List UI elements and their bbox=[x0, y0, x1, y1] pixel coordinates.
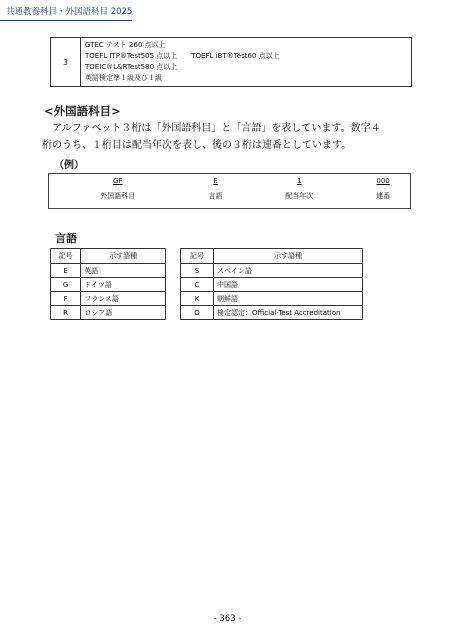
example-code: E bbox=[213, 176, 218, 185]
table-row bbox=[181, 264, 363, 278]
language-code: O bbox=[181, 306, 214, 320]
qualification-line: TOEIC®L&RTest580 点以上 bbox=[85, 63, 178, 71]
language-code: G bbox=[51, 278, 81, 292]
column-header-code: 記号 bbox=[181, 249, 214, 264]
header-underline bbox=[0, 20, 132, 21]
table-row bbox=[51, 278, 166, 292]
language-name: 英語 bbox=[81, 264, 166, 278]
table-row bbox=[51, 264, 166, 278]
example-table bbox=[48, 173, 411, 203]
page-number: - 363 - bbox=[213, 614, 242, 624]
example-label: 言語 bbox=[208, 191, 223, 200]
table-row bbox=[51, 306, 166, 320]
table-row bbox=[51, 38, 412, 87]
table-row bbox=[51, 292, 166, 306]
example-code: 1 bbox=[297, 176, 302, 185]
section-paragraph bbox=[42, 120, 412, 154]
language-code: E bbox=[51, 264, 81, 278]
qualification-line: 英語検定準１級及び１級 bbox=[85, 74, 162, 82]
language-code: S bbox=[181, 264, 214, 278]
example-code: 000 bbox=[376, 176, 390, 185]
column-header-code: 記号 bbox=[51, 249, 81, 264]
language-name: ドイツ語 bbox=[81, 278, 166, 292]
language-name: ロシア語 bbox=[81, 306, 166, 320]
running-header: 共通教養科目・外国語科目 2025 bbox=[6, 7, 133, 17]
example-label: 連番 bbox=[376, 191, 391, 200]
language-code: K bbox=[181, 292, 214, 306]
table-row bbox=[181, 278, 363, 292]
table-header-row bbox=[181, 249, 363, 264]
language-name: スペイン語 bbox=[214, 264, 363, 278]
example-label: 配当年次 bbox=[285, 191, 314, 200]
example-code-row bbox=[48, 173, 411, 188]
table-header-row bbox=[51, 249, 166, 264]
row-number: 3 bbox=[51, 38, 81, 87]
language-name: フランス語 bbox=[81, 292, 166, 306]
qualification-line: TOEFL ITP®Test505 点以上 TOEFL iBT®Test60 点以上 bbox=[85, 52, 280, 60]
language-code: R bbox=[51, 306, 81, 320]
qualification-cell bbox=[81, 38, 412, 87]
language-code: F bbox=[51, 292, 81, 306]
language-name: 中国語 bbox=[214, 278, 363, 292]
paragraph-line: アルファベット３桁は「外国語科目」と「言語」を表しています。数字４ bbox=[52, 123, 381, 134]
section-heading-language: 言語 bbox=[55, 232, 77, 245]
example-code: GF bbox=[113, 176, 123, 185]
language-code: C bbox=[181, 278, 214, 292]
table-row bbox=[181, 306, 363, 320]
language-name: 検定認定：Official-Test Accreditation bbox=[214, 306, 363, 320]
example-label: 外国語科目 bbox=[100, 191, 136, 200]
table-row bbox=[181, 292, 363, 306]
language-name: 朝鮮語 bbox=[214, 292, 363, 306]
column-header-language: 示す語種 bbox=[81, 249, 166, 264]
example-heading: （例） bbox=[54, 160, 84, 171]
language-table-right bbox=[180, 248, 363, 320]
column-header-language: 示す語種 bbox=[214, 249, 363, 264]
qualification-line: GTEC テスト 260 点以上 bbox=[85, 41, 166, 49]
paragraph-line: 桁のうち、１桁目は配当年次を表し、後の３桁は連番としています。 bbox=[42, 140, 352, 151]
language-table-left bbox=[50, 248, 166, 320]
example-label-row bbox=[48, 188, 411, 203]
qualification-table bbox=[50, 37, 412, 87]
section-heading-foreign: <外国語科目> bbox=[44, 104, 121, 118]
